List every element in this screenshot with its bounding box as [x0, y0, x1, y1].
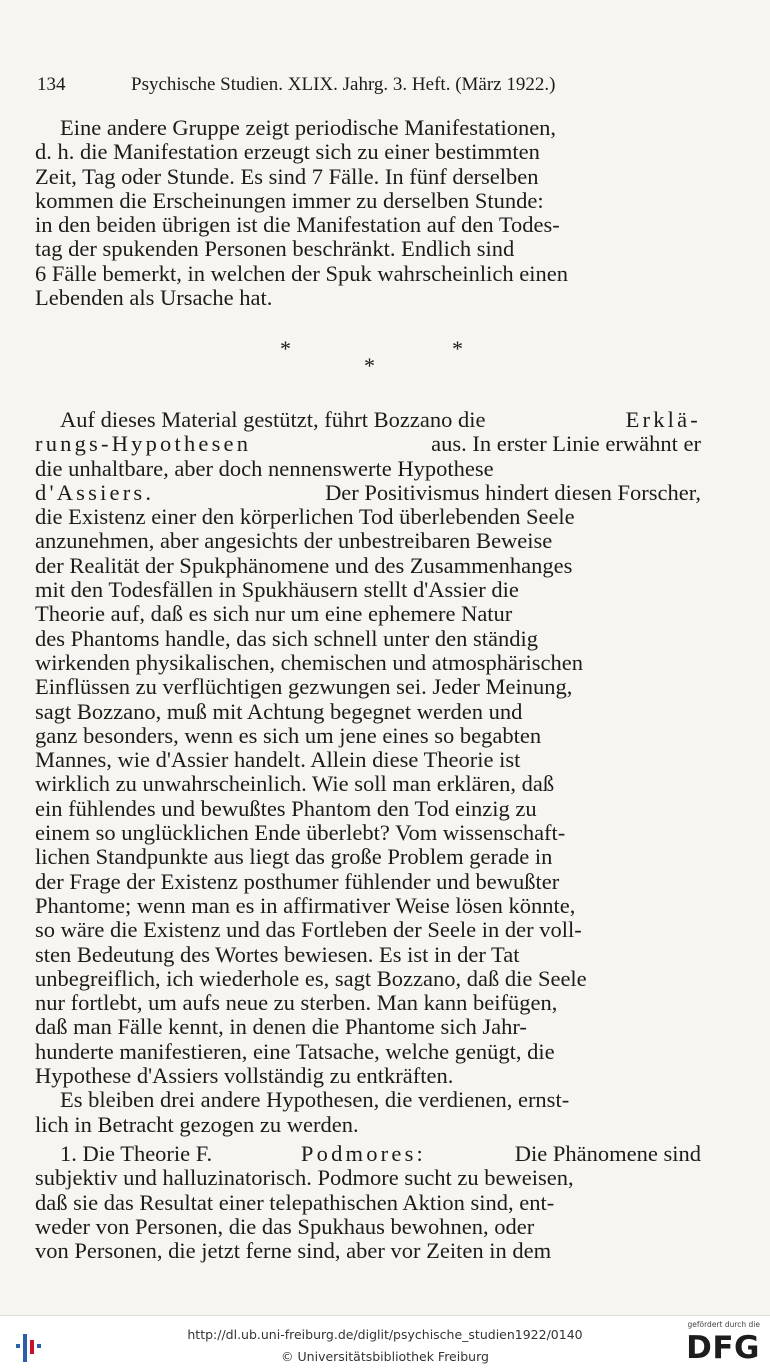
funding-note: gefördert durch die [687, 1320, 760, 1329]
text-line: Es bleiben drei andere Hypothesen, die verdienen, ernst- [60, 1087, 570, 1113]
text-line: von Personen, die jetzt ferne sind, aber vor Zeiten in dem [35, 1238, 552, 1264]
text-line: Phantome; wenn man es in affirmativer Weise lösen könnte, [35, 892, 576, 918]
text-line: Einflüssen zu verflüchtigen gezwungen sei. Jeder Meinung, [35, 674, 573, 700]
copyright-text: © Universitätsbibliothek Freiburg [281, 1349, 489, 1364]
text-line: der Frage der Existenz posthumer fühlender und bewußter [35, 868, 560, 894]
source-url-link[interactable]: http://dl.ub.uni-freiburg.de/diglit/psychische_studien1922/0140 [187, 1327, 583, 1342]
text-line: einem so unglücklichen Ende überlebt? Vom wissenschaft- [35, 820, 566, 846]
text-line: daß sie das Resultat einer telepathischen Aktion sind, ent- [35, 1189, 555, 1215]
text-line: Eine andere Gruppe zeigt periodische Manifestationen, [60, 115, 557, 140]
text-line: mit den Todesfällen in Spukhäusern stellt d'Assier die [35, 577, 519, 603]
page-number: 134 [37, 74, 66, 95]
text-line: Zeit, Tag oder Stunde. Es sind 7 Fälle. In fünf derselben [35, 163, 539, 189]
text-line: unbegreiflich, ich wiederhole es, sagt Bozzano, daß die Seele [35, 965, 587, 991]
text-line: 6 Fälle bemerkt, in welchen der Spuk wahrscheinlich einen [35, 260, 568, 286]
text-line: ganz besonders, wenn es sich um jene eines so begabten [35, 722, 542, 748]
digitization-footer [0, 1315, 770, 1370]
text-line: Lebenden als Ursache hat. [35, 285, 273, 311]
text-line: wirklich zu unwahrscheinlich. Wie soll man erklären, daß [35, 771, 555, 797]
paragraph-2 [35, 408, 701, 1263]
text-line: anzunehmen, aber angesichts der unbestreibaren Beweise [35, 528, 553, 554]
text-line: Auf dieses Material gestützt, führt Bozzano die Erklä- [60, 407, 701, 432]
text-line: 1. Die Theorie F. Podmores: Die Phänomene sind [60, 1140, 701, 1166]
running-title: Psychische Studien. XLIX. Jahrg. 3. Heft. (März 1922.) [131, 74, 556, 95]
text-line: die Existenz einer den körperlichen Tod überlebenden Seele [35, 504, 575, 530]
text-line: Theorie auf, daß es sich nur um eine ephemere Natur [35, 601, 513, 627]
text-line: lich in Betracht gezogen zu werden. [35, 1111, 359, 1137]
text-line: wirkenden physikalischen, chemischen und atmosphärischen [35, 649, 583, 675]
text-line: sagt Bozzano, muß mit Achtung begegnet werden und [35, 698, 523, 724]
text-line: sten Bedeutung des Wortes bewiesen. Es ist in der Tat [35, 941, 520, 967]
text-line: so wäre die Existenz und das Fortleben der Seele in der voll- [35, 917, 582, 943]
text-line: in den beiden übrigen ist die Manifestation auf den Todes- [35, 212, 560, 238]
paragraph-1 [35, 116, 701, 310]
text-line: subjektiv und halluzinatorisch. Podmore sucht zu beweisen, [35, 1165, 574, 1191]
separator-star: * [452, 336, 463, 361]
text-line: tag der spukenden Personen beschränkt. Endlich sind [35, 236, 515, 262]
text-line: der Realität der Spukphänomene und des Zusammenhanges [35, 552, 573, 578]
text-line: d'Assiers. Der Positivismus hindert diesen Forscher, [35, 479, 701, 505]
text-line: Mannes, wie d'Assier handelt. Allein diese Theorie ist [35, 747, 521, 773]
dfg-logo: DFG [686, 1330, 760, 1366]
text-line: die unhaltbare, aber doch nennenswerte Hypothese [35, 455, 494, 481]
text-line: kommen die Erscheinungen immer zu derselben Stunde: [35, 187, 544, 213]
text-line: lichen Standpunkte aus liegt das große Problem gerade in [35, 844, 553, 870]
separator-star: * [280, 336, 291, 361]
running-header [37, 74, 737, 96]
text-line: Hypothese d'Assiers vollständig zu entkräften. [35, 1063, 454, 1089]
text-line: weder von Personen, die das Spukhaus bewohnen, oder [35, 1213, 535, 1239]
text-line: ein fühlendes und bewußtes Phantom den Tod einzig zu [35, 795, 537, 821]
text-line: rungs-Hypothesen aus. In erster Linie erwähnt er [35, 431, 701, 457]
separator-star: * [364, 353, 375, 378]
text-line: des Phantoms handle, das sich schnell unter den ständig [35, 625, 539, 651]
text-line: hunderte manifestieren, eine Tatsache, welche genügt, die [35, 1038, 555, 1064]
text-line: d. h. die Manifestation erzeugt sich zu einer bestimmten [35, 139, 540, 165]
text-line: nur fortlebt, um aufs neue zu sterben. Man kann beifügen, [35, 990, 558, 1016]
text-line: daß man Fälle kennt, in denen die Phantome sich Jahr- [35, 1014, 527, 1040]
